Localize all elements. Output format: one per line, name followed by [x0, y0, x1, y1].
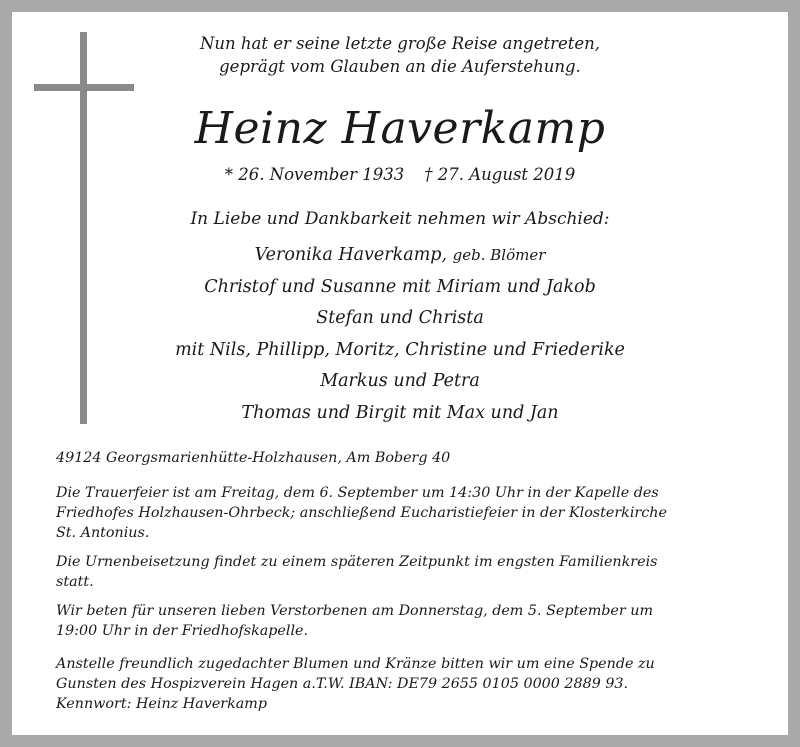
prayer-line-2: 19:00 Uhr in der Friedhofskapelle. [56, 623, 309, 639]
intro-text [0, 32, 800, 78]
family-line-1-name: Veronika Haverkamp, [254, 245, 448, 265]
birth-date: * 26. November 1933 [224, 165, 405, 184]
urn-line-1: Die Urnenbeisetzung findet zu einem späteren Zeitpunkt im engsten Familienkreis [56, 554, 658, 570]
family-line-1-maiden: geb. Blömer [452, 246, 546, 264]
family-list [0, 240, 800, 429]
family-line-1 [0, 240, 800, 272]
donation-paragraph [56, 654, 776, 714]
service-paragraph [56, 483, 776, 543]
prayer-line-1: Wir beten für unseren lieben Verstorbenen am Donnerstag, dem 5. September um [56, 603, 654, 619]
donation-line-1: Anstelle freundlich zugedachter Blumen und Kränze bitten wir um eine Spende zu [56, 656, 655, 672]
family-line-2: Christof und Susanne mit Miriam und Jakob [204, 276, 596, 297]
family-line-5: Markus und Petra [320, 371, 480, 391]
address: 49124 Georgsmarienhütte-Holzhausen, Am Boberg 40 [56, 450, 451, 466]
family-line-6: Thomas und Birgit mit Max und Jan [241, 402, 559, 423]
cross-icon-horizontal-bar [34, 84, 134, 91]
prayer-paragraph [56, 601, 776, 641]
life-dates [0, 163, 800, 187]
urn-paragraph [56, 552, 776, 592]
service-line-1: Die Trauerfeier ist am Freitag, dem 6. September um 14:30 Uhr in der Kapelle des [56, 485, 659, 501]
donation-line-2: Gunsten des Hospizverein Hagen a.T.W. IBAN: DE79 2655 0105 0000 2889 93. [56, 676, 629, 692]
farewell-heading: In Liebe und Dankbarkeit nehmen wir Abschied: [190, 209, 610, 229]
intro-line-2: geprägt vom Glauben an die Auferstehung. [219, 57, 581, 76]
family-line-3: Stefan und Christa [316, 308, 484, 328]
donation-line-3: Kennwort: Heinz Haverkamp [56, 696, 268, 712]
deceased-name: Heinz Haverkamp [194, 103, 606, 154]
family-line-4: mit Nils, Phillipp, Moritz, Christine und Friederike [175, 339, 625, 360]
death-date: † 27. August 2019 [424, 165, 576, 184]
urn-line-2: statt. [56, 574, 94, 590]
intro-line-1: Nun hat er seine letzte große Reise angetreten, [199, 34, 601, 53]
service-line-2: Friedhofes Holzhausen-Ohrbeck; anschließend Eucharistiefeier in der Klosterkirche [56, 505, 667, 521]
service-line-3: St. Antonius. [56, 525, 150, 541]
